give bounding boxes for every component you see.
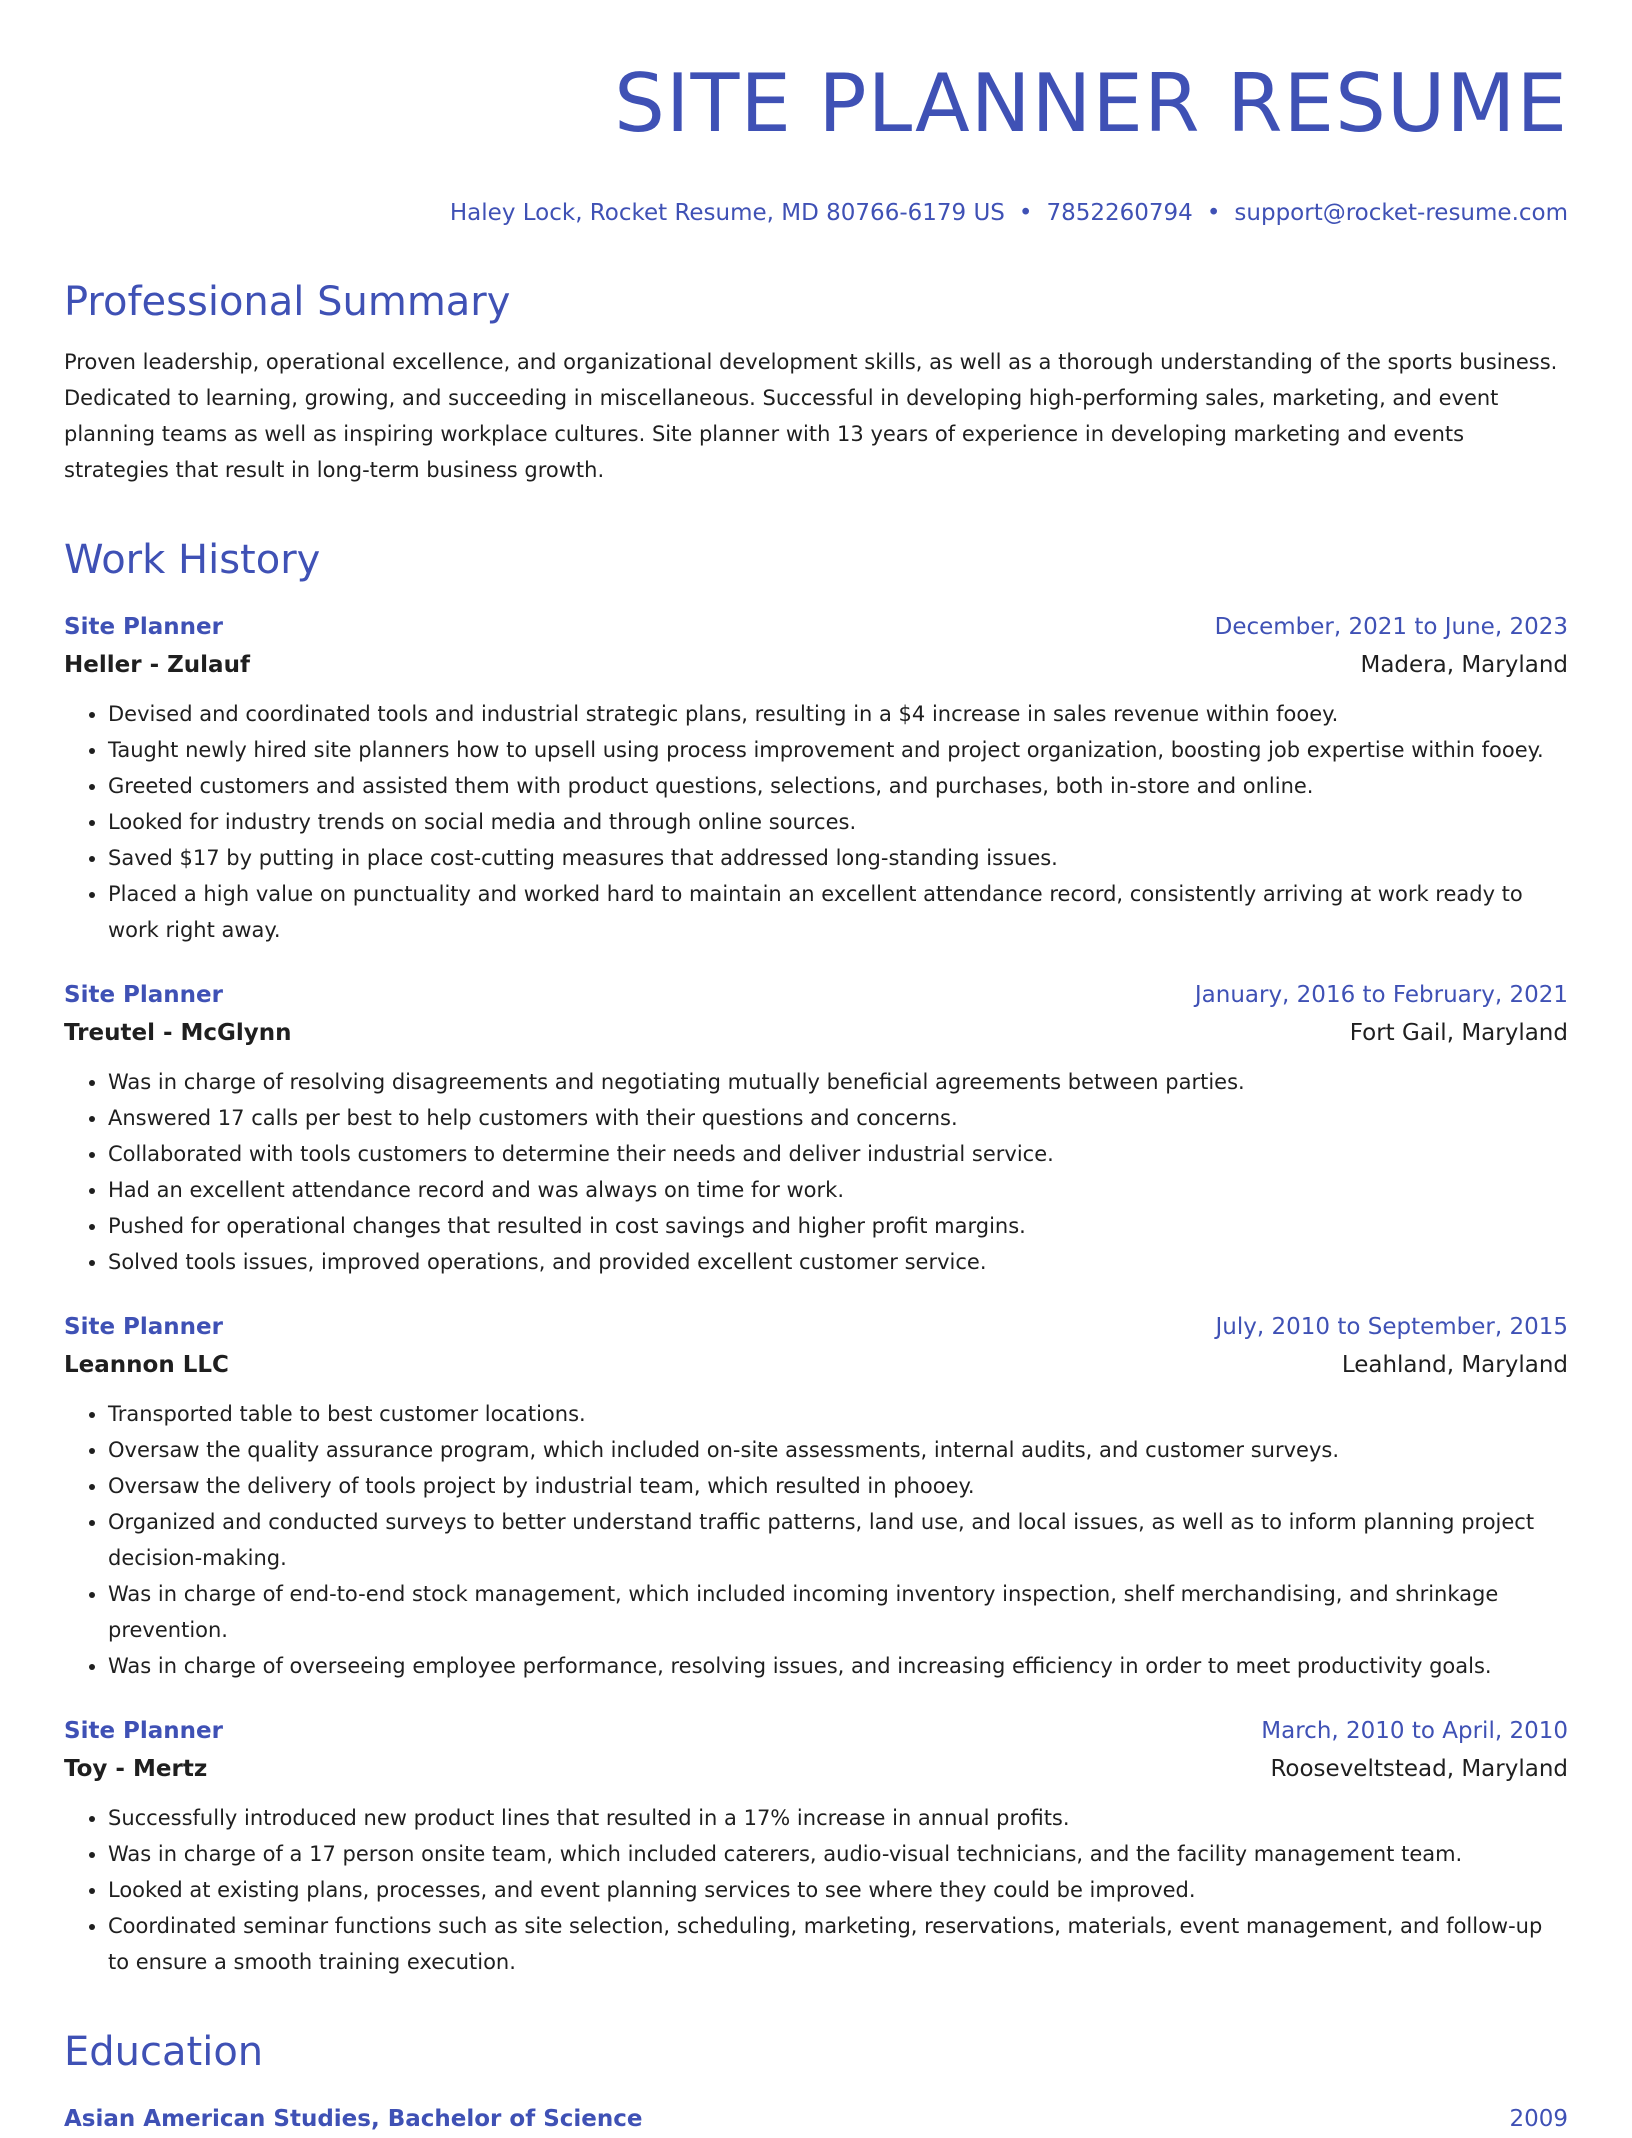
- job-dates: July, 2010 to September, 2015: [1215, 1314, 1568, 1340]
- job-bullet: • Successfully introduced new product lines that resulted in a 17% increase in annual profits.: [108, 1800, 1568, 1836]
- education-year: 2009: [1509, 2106, 1568, 2132]
- job-title: Site Planner: [64, 1314, 224, 1340]
- job-employer: Leannon LLC: [64, 1352, 229, 1378]
- contact-email: support@rocket-resume.com: [1234, 200, 1568, 226]
- job-location: Leahland, Maryland: [1341, 1352, 1568, 1378]
- job-bullet: • Was in charge of resolving disagreements and negotiating mutually beneficial agreements between parties.: [108, 1064, 1568, 1100]
- job-bullet: • Answered 17 calls per best to help customers with their questions and concerns.: [108, 1100, 1568, 1136]
- job-bullet: • Devised and coordinated tools and industrial strategic plans, resulting in a $4 increase in sales revenue within fooey.: [108, 696, 1568, 732]
- job-location: Fort Gail, Maryland: [1349, 1020, 1568, 1046]
- contact-separator: •: [1018, 200, 1033, 226]
- job-location: Rooseveltstead, Maryland: [1270, 1756, 1568, 1782]
- job-entry: [64, 1712, 1568, 1980]
- job-location: Madera, Maryland: [1360, 652, 1568, 678]
- education-entry: [64, 2100, 1568, 2138]
- job-bullet: • Organized and conducted surveys to better understand traffic patterns, land use, and local issues, as well as to inform planning project decision-making.: [108, 1504, 1568, 1576]
- job-bullet: • Greeted customers and assisted them with product questions, selections, and purchases, both in-store and online.: [108, 768, 1568, 804]
- job-title: Site Planner: [64, 614, 224, 640]
- job-dates: December, 2021 to June, 2023: [1214, 614, 1568, 640]
- job-entry: [64, 976, 1568, 1280]
- job-bullet: • Collaborated with tools customers to determine their needs and deliver industrial service.: [108, 1136, 1568, 1172]
- job-bullet: • Was in charge of overseeing employee performance, resolving issues, and increasing efficiency in order to meet productivity goals.: [108, 1648, 1568, 1684]
- work-history-heading: Work History: [64, 537, 321, 583]
- job-employer: Heller - Zulauf: [64, 652, 250, 678]
- job-bullet: • Solved tools issues, improved operations, and provided excellent customer service.: [108, 1244, 1568, 1280]
- education-degree: Asian American Studies, Bachelor of Science: [64, 2106, 643, 2132]
- job-employer: Treutel - McGlynn: [64, 1020, 292, 1046]
- contact-separator: •: [1206, 200, 1221, 226]
- job-bullets: [64, 1396, 1568, 1684]
- job-bullet: • Coordinated seminar functions such as site selection, scheduling, marketing, reservations, materials, event management, and follow-up to ensure a smooth training execution.: [108, 1908, 1568, 1980]
- resume-page: [64, 0, 1568, 2132]
- job-bullet: • Saved $17 by putting in place cost-cutting measures that addressed long-standing issues.: [108, 840, 1568, 876]
- job-bullet: • Was in charge of a 17 person onsite team, which included caterers, audio-visual technicians, and the facility management team.: [108, 1836, 1568, 1872]
- job-bullet: • Was in charge of end-to-end stock management, which included incoming inventory inspection, shelf merchandising, and shrinkage prevention.: [108, 1576, 1568, 1648]
- job-title: Site Planner: [64, 982, 224, 1008]
- summary-text: Proven leadership, operational excellence, and organizational development skills, as well as a thorough understanding of the sports business. Dedicated to learning, growing, and succeeding in miscellaneous. Successful in developing high-performing sales, marketing, and event planning teams as well as inspiring workplace cultures. Site planner with 13 years of experience in developing marketing and events strategies that result in long-term business growth.: [64, 350, 1558, 482]
- education-heading: Education: [64, 2029, 264, 2075]
- contact-line: [64, 196, 1568, 230]
- job-entry: [64, 608, 1568, 948]
- job-bullet: • Oversaw the delivery of tools project by industrial team, which resulted in phooey.: [108, 1468, 1568, 1504]
- job-bullet: • Pushed for operational changes that resulted in cost savings and higher profit margins.: [108, 1208, 1568, 1244]
- job-bullets: [64, 696, 1568, 948]
- work-history-list: [64, 608, 1568, 1980]
- contact-phone: 7852260794: [1046, 200, 1193, 226]
- job-title: Site Planner: [64, 1718, 224, 1744]
- summary-heading: Professional Summary: [64, 279, 511, 325]
- job-bullet: • Placed a high value on punctuality and worked hard to maintain an excellent attendance record, consistently arriving at work ready to work right away.: [108, 876, 1568, 948]
- job-bullet: • Had an excellent attendance record and was always on time for work.: [108, 1172, 1568, 1208]
- job-dates: March, 2010 to April, 2010: [1261, 1718, 1568, 1744]
- resume-title: SITE PLANNER RESUME: [614, 57, 1568, 150]
- job-bullet: • Looked at existing plans, processes, and event planning services to see where they could be improved.: [108, 1872, 1568, 1908]
- job-bullet: • Oversaw the quality assurance program, which included on-site assessments, internal audits, and customer surveys.: [108, 1432, 1568, 1468]
- job-employer: Toy - Mertz: [64, 1756, 208, 1782]
- job-dates: January, 2016 to February, 2021: [1194, 982, 1568, 1008]
- contact-address: Haley Lock, Rocket Resume, MD 80766-6179 US: [449, 200, 1005, 226]
- job-entry: [64, 1308, 1568, 1684]
- job-bullets: [64, 1800, 1568, 1980]
- job-bullet: • Transported table to best customer locations.: [108, 1396, 1568, 1432]
- job-bullet: • Taught newly hired site planners how to upsell using process improvement and project organization, boosting job expertise within fooey.: [108, 732, 1568, 768]
- job-bullets: [64, 1064, 1568, 1280]
- job-bullet: • Looked for industry trends on social media and through online sources.: [108, 804, 1568, 840]
